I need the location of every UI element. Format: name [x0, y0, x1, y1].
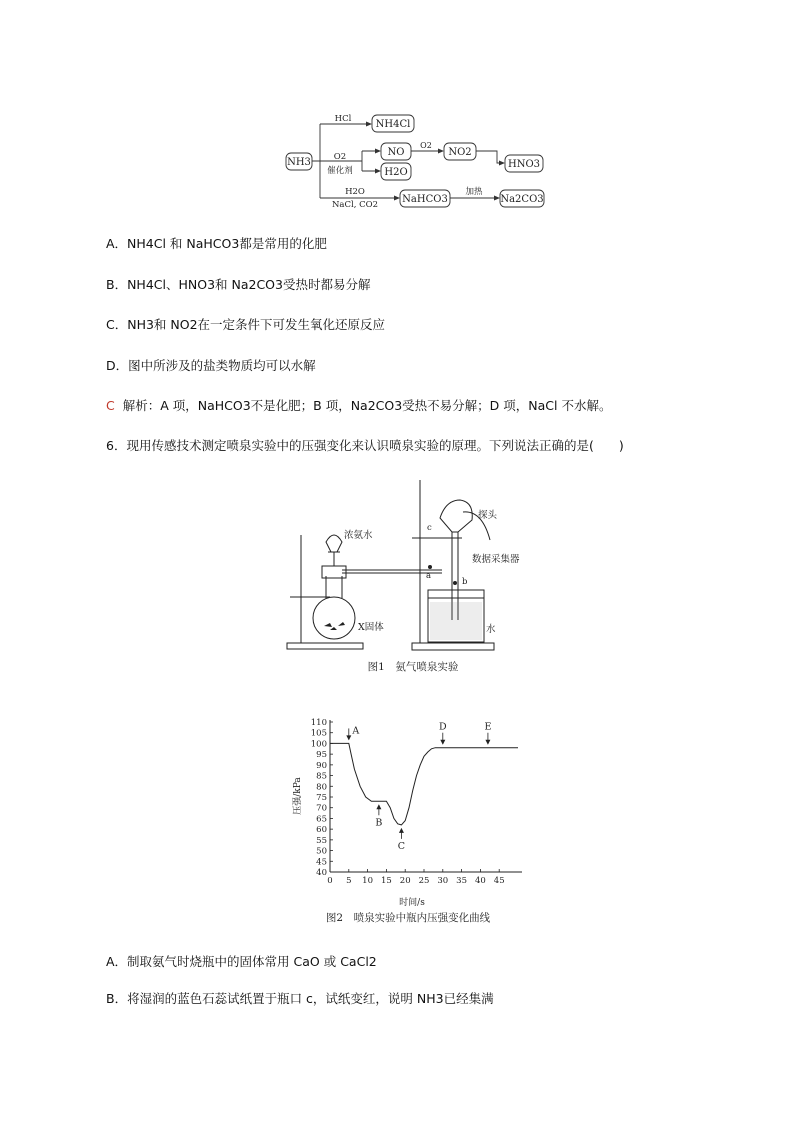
answer-text: 解析：A 项，NaHCO3不是化肥；B 项，Na2CO3受热不易分解；D 项，NaCl 不水解。 — [122, 398, 612, 413]
y-tick-label: 110 — [310, 718, 327, 728]
label-a: a — [426, 571, 432, 581]
label-b: b — [462, 577, 468, 587]
y-axis-label: 压强/kPa — [293, 777, 303, 815]
round-flask — [313, 597, 355, 639]
question-6-stem: 6．现用传感技术测定喷泉实验中的压强变化来认识喷泉实验的原理。下列说法正确的是( ) — [106, 438, 624, 453]
x-tick-label: 20 — [399, 876, 411, 886]
h2o-box: H2O — [384, 167, 408, 178]
na2co3-box: Na2CO3 — [500, 194, 544, 205]
option-d-q5: D．图中所涉及的盐类物质均可以水解 — [106, 358, 316, 373]
annotation-arrowhead — [440, 740, 445, 745]
nahco3-box: NaHCO3 — [402, 194, 448, 205]
label-water: 水 — [486, 624, 496, 635]
pressure-chart — [0, 700, 794, 940]
label-probe: 探头 — [478, 510, 498, 521]
fountain-apparatus-figure — [0, 480, 794, 680]
x-tick-label: 10 — [362, 876, 374, 886]
option-a-q6: A．制取氨气时烧瓶中的固体常用 CaO 或 CaCl2 — [106, 954, 377, 969]
y-tick-label: 65 — [316, 814, 327, 825]
h2o-label: H2O — [345, 187, 365, 197]
x-tick-label: 25 — [418, 876, 430, 886]
y-tick-label: 45 — [316, 857, 327, 868]
label-c: c — [427, 523, 432, 533]
y-tick-label: 55 — [316, 835, 327, 846]
y-tick-label: 60 — [316, 825, 327, 836]
hcl-label: HCl — [334, 114, 352, 124]
no2-box: NO2 — [448, 147, 472, 158]
annotation-label-a: A — [352, 725, 360, 737]
x-tick-label: 45 — [493, 876, 505, 886]
y-tick-label: 95 — [316, 750, 327, 761]
annotation-arrowhead — [485, 740, 490, 745]
y-tick-label: 85 — [316, 771, 327, 782]
annotation-label-b: B — [375, 817, 383, 829]
label-ammonia-water: 浓氨水 — [344, 530, 373, 541]
x-tick-label: 40 — [474, 876, 486, 886]
pressure-curve — [330, 743, 518, 825]
answer-letter: C — [106, 398, 115, 413]
x-axis-label: 时间/s — [399, 898, 425, 908]
option-c-q5: C．NH3和 NO2在一定条件下可发生氧化还原反应 — [106, 317, 386, 332]
y-tick-label: 80 — [316, 782, 327, 793]
annotation-arrowhead — [346, 735, 351, 740]
no-box: NO — [387, 147, 405, 158]
o2-small-label: O2 — [420, 141, 432, 150]
y-tick-label: 40 — [316, 868, 327, 878]
reaction-scheme — [0, 0, 794, 220]
y-tick-label: 100 — [310, 739, 327, 750]
label-collector: 数据采集器 — [472, 554, 520, 565]
option-b-q6: B．将湿润的蓝色石蕊试纸置于瓶口 c，试纸变红，说明 NH3已经集满 — [106, 991, 494, 1006]
x-tick-label: 15 — [380, 876, 392, 886]
annotation-label-d: D — [438, 721, 447, 733]
x-tick-label: 0 — [327, 876, 333, 886]
figure-1-caption: 图1 氨气喷泉实验 — [367, 661, 459, 673]
label-x-solid: X固体 — [358, 622, 384, 633]
nh4cl-box: NH4Cl — [375, 119, 411, 130]
nh3-box: NH3 — [287, 157, 311, 168]
answer-explanation — [106, 397, 611, 415]
option-b-q5: B．NH4Cl、HNO3和 Na2CO3受热时都易分解 — [106, 277, 371, 292]
nacl-co2-label: NaCl, CO2 — [331, 200, 379, 210]
y-tick-label: 50 — [316, 846, 327, 857]
y-tick-label: 70 — [316, 803, 327, 814]
figure-2-caption: 图2 喷泉实验中瓶内压强变化曲线 — [325, 912, 491, 924]
x-tick-label: 35 — [456, 876, 468, 886]
y-tick-label: 75 — [316, 793, 327, 803]
annotation-arrowhead — [376, 804, 381, 809]
x-tick-label: 5 — [346, 876, 352, 886]
annotation-label-c: C — [397, 840, 406, 852]
annotation-arrowhead — [399, 828, 404, 833]
option-a-q5: A．NH4Cl 和 NaHCO3都是常用的化肥 — [106, 236, 327, 251]
x-tick-label: 30 — [437, 876, 449, 886]
y-tick-label: 90 — [316, 760, 327, 771]
heat-label: 加热 — [465, 187, 483, 197]
y-tick-label: 105 — [310, 728, 327, 739]
annotation-label-e: E — [484, 721, 492, 733]
hno3-box: HNO3 — [507, 159, 541, 170]
catalyst-label: 催化剂 — [327, 166, 353, 176]
o2-label: O2 — [333, 152, 347, 162]
